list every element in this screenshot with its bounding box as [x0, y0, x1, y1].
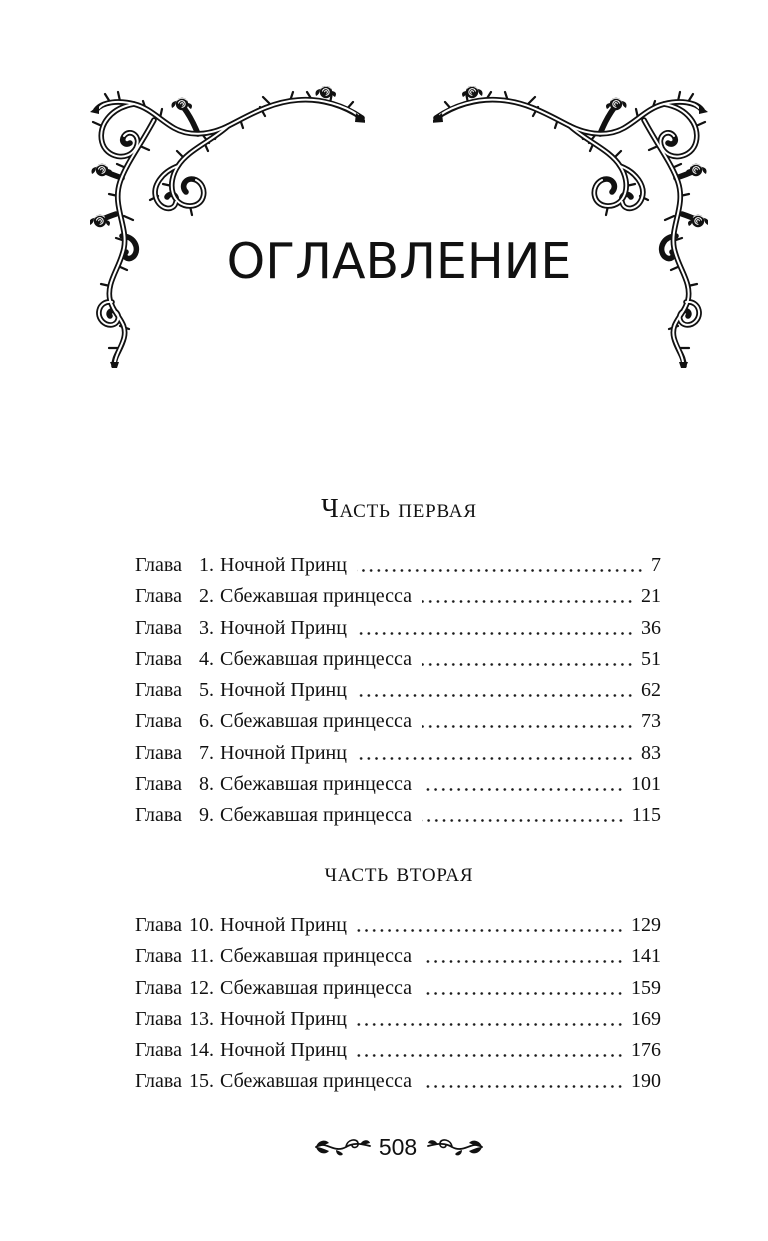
dot-leader	[422, 973, 624, 1004]
chapter-label: Глава	[135, 585, 182, 608]
chapter-page: 36	[641, 616, 661, 639]
part-heading: часть вторая	[324, 857, 474, 887]
dot-leader	[357, 1035, 624, 1066]
chapter-title: Сбежавшая принцесса	[220, 804, 413, 826]
dot-leader	[357, 910, 624, 941]
chapter-page: 21	[641, 585, 661, 608]
toc-entry	[135, 738, 661, 769]
toc-entry	[135, 769, 661, 800]
dot-leader	[357, 550, 644, 581]
chapter-title: Сбежавшая принцесса	[220, 976, 413, 999]
toc-entry	[135, 581, 661, 612]
chapter-number: 5.	[199, 679, 214, 701]
dot-leader	[357, 1004, 624, 1035]
chapter-title: Сбежавшая принцесса	[220, 647, 413, 670]
chapter-page: 159	[631, 976, 661, 999]
corner-ornament-left-icon	[90, 86, 365, 368]
chapter-label: Глава	[135, 741, 182, 764]
chapter-number: 9.	[199, 804, 214, 826]
chapter-label: Глава	[135, 1070, 182, 1093]
chapter-number: 4.	[199, 647, 214, 670]
toc-entry	[135, 800, 661, 831]
dot-leader	[357, 613, 634, 644]
dot-leader	[422, 644, 634, 675]
chapter-label: Глава	[135, 647, 182, 670]
chapter-page: 73	[641, 710, 661, 733]
chapter-title: Сбежавшая принцесса	[220, 772, 413, 795]
page-title: ОГЛАВЛЕНИЕ	[226, 233, 572, 290]
chapter-page: 141	[631, 945, 661, 968]
chapter-label: Глава	[135, 945, 182, 968]
part-heading: Часть первая	[321, 493, 477, 523]
dot-leader	[422, 1066, 624, 1097]
dot-leader	[422, 769, 624, 800]
chapter-page: 176	[631, 1039, 661, 1061]
chapter-number: 15.	[189, 1070, 214, 1093]
chapter-number: 8.	[199, 772, 214, 795]
chapter-label: Глава	[135, 804, 182, 826]
chapter-number: 11.	[189, 945, 214, 968]
chapter-number: 3.	[199, 616, 214, 639]
toc-entry	[135, 613, 661, 644]
chapter-title: Сбежавшая принцесса	[220, 585, 413, 608]
leaf-flourish-right-icon	[426, 1134, 486, 1158]
chapter-title: Сбежавшая принцесса	[220, 945, 413, 968]
chapter-page: 83	[641, 741, 661, 764]
dot-leader	[357, 738, 634, 769]
chapter-title: Ночной Принц	[220, 741, 347, 764]
chapter-number: 13.	[189, 1007, 214, 1030]
dot-leader	[357, 675, 634, 706]
chapter-label: Глава	[135, 616, 182, 639]
chapter-label: Глава	[135, 914, 182, 936]
chapter-title: Ночной Принц	[220, 679, 347, 701]
chapter-title: Ночной Принц	[220, 1007, 347, 1030]
chapter-number: 14.	[189, 1039, 214, 1061]
dot-leader	[422, 581, 634, 612]
toc-entry	[135, 644, 661, 675]
chapter-title: Ночной Принц	[220, 1039, 347, 1061]
chapter-title: Ночной Принц	[220, 616, 347, 639]
chapter-number: 12.	[189, 976, 214, 999]
chapter-page: 129	[631, 914, 661, 936]
chapter-label: Глава	[135, 976, 182, 999]
chapter-label: Глава	[135, 554, 182, 576]
dot-leader	[422, 941, 624, 972]
chapter-title: Ночной Принц	[220, 914, 347, 936]
thorny-rose-vine-icon	[90, 86, 365, 368]
chapter-number: 6.	[199, 710, 214, 733]
dot-leader	[422, 800, 625, 831]
toc-entry	[135, 675, 661, 706]
chapter-label: Глава	[135, 710, 182, 733]
page-number: 508	[378, 1134, 418, 1160]
chapter-title: Сбежавшая принцесса	[220, 710, 413, 733]
toc-entry	[135, 1035, 661, 1066]
chapter-page: 51	[641, 647, 661, 670]
chapter-page: 62	[641, 679, 661, 701]
toc-entry	[135, 973, 661, 1004]
toc-list	[135, 910, 661, 1098]
chapter-page: 7	[651, 554, 661, 576]
chapter-number: 1.	[199, 554, 214, 576]
chapter-page: 101	[631, 772, 661, 795]
corner-ornament-right-icon	[433, 86, 708, 368]
chapter-label: Глава	[135, 1039, 182, 1061]
chapter-number: 10.	[189, 914, 214, 936]
toc-entry	[135, 941, 661, 972]
chapter-label: Глава	[135, 1007, 182, 1030]
chapter-page: 190	[631, 1070, 661, 1093]
chapter-page: 169	[631, 1007, 661, 1030]
toc-entry	[135, 1066, 661, 1097]
toc-entry	[135, 910, 661, 941]
chapter-label: Глава	[135, 772, 182, 795]
chapter-title: Сбежавшая принцесса	[220, 1070, 413, 1093]
toc-entry	[135, 550, 661, 581]
chapter-number: 2.	[199, 585, 214, 608]
chapter-page: 115	[631, 804, 661, 826]
toc-list	[135, 550, 661, 831]
toc-entry	[135, 706, 661, 737]
chapter-number: 7.	[199, 741, 214, 764]
chapter-label: Глава	[135, 679, 182, 701]
toc-entry	[135, 1004, 661, 1035]
chapter-title: Ночной Принц	[220, 554, 347, 576]
dot-leader	[422, 706, 634, 737]
